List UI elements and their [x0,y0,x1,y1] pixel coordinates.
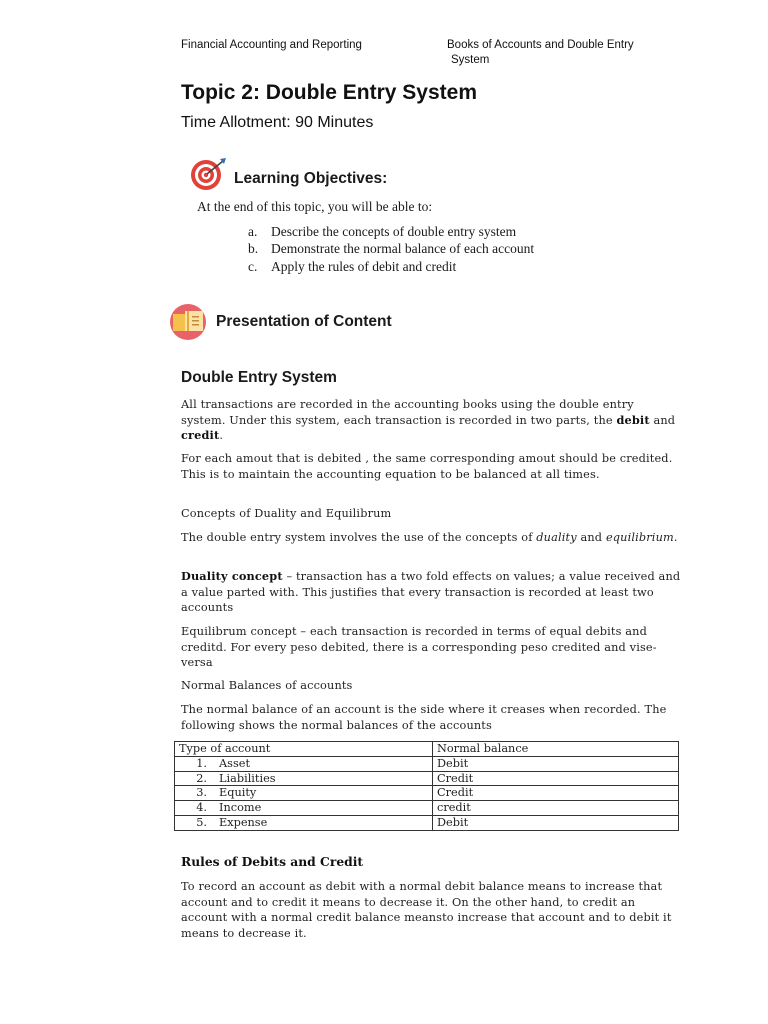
account-type: Equity [219,786,257,800]
table-cell: Debit [433,756,679,771]
paragraph-normal-balances-heading: Normal Balances of accounts [181,679,353,692]
row-number: 1. [196,756,207,770]
paragraph-concepts [181,530,681,546]
row-number: 4. [196,801,207,815]
table-cell [175,815,433,830]
table-cell: Credit [433,771,679,786]
table-cell: credit [433,801,679,816]
table-cell [175,771,433,786]
list-marker: c. [248,258,258,274]
running-header-left: Financial Accounting and Reporting [181,39,362,51]
list-item [248,240,534,257]
table-row [175,786,679,801]
paragraph-debit-credit: For each amout that is debited , the same corresponding amout should be credited. This is to maintain the accounting equation to be balanced at all times. [181,452,673,481]
paragraph-text: and [576,531,606,544]
target-icon [186,157,228,191]
paragraph-equilibrum: Equilibrum concept – each transaction is recorded in terms of equal debits and creditd. For every peso debited, there is a corresponding peso credited and vise-versa [181,625,657,669]
running-header-right-line1: Books of Accounts and Double Entry [447,39,634,51]
folder-icon [165,303,211,341]
list-marker: a. [248,224,258,239]
account-type: Expense [219,815,268,829]
table-header-cell: Type of account [175,742,433,757]
running-header-right-line2: System [451,54,490,66]
running-header-right [447,38,677,68]
account-type: Asset [219,756,250,770]
paragraph-intro [181,397,681,444]
row-number: 2. [196,771,207,785]
list-item [248,258,534,275]
term-equilibrium: equilibrium [605,531,674,544]
page-title: Topic 2: Double Entry System [181,81,477,104]
term-duality-concept: Duality concept [181,569,283,583]
table-cell [175,801,433,816]
list-item-text: Apply the rules of debit and credit [271,258,457,274]
paragraph-normal-balance: The normal balance of an account is the side where it creases when recorded. The following shows the normal balances of the accounts [181,703,667,732]
paragraph-text: The double entry system involves the use of the concepts of [181,531,537,544]
table-row [175,801,679,816]
term-duality: duality [536,531,577,544]
list-item [248,223,534,240]
list-item-text: Describe the concepts of double entry system [271,224,517,239]
paragraph-text: . [219,429,224,442]
paragraph-rules: To record an account as debit with a normal debit balance means to increase that account and to credit it means to decrease it. On the other hand, to credit an account with a normal credit balance meansto increase that account and to debit it means to decrease it. [181,880,672,940]
paragraph-text: All transactions are recorded in the accounting books using the double entry system. Under this system, each transaction is recorded in two parts, the [181,398,634,427]
table-cell: Debit [433,815,679,830]
account-type: Liabilities [219,771,276,785]
rules-heading: Rules of Debits and Credit [181,854,364,869]
row-number: 5. [196,815,207,829]
table-row [175,756,679,771]
table-row [175,771,679,786]
paragraph-concepts-heading: Concepts of Duality and Equilibrum [181,507,392,520]
account-type: Income [219,801,262,815]
paragraph-duality [181,569,681,616]
paragraph-text: – transaction has a two fold effects on values; a value received and a value parted with. This justifies that every transaction is recorded at least two accounts [181,570,681,614]
table-cell [175,786,433,801]
paragraph-text: . [673,531,678,544]
term-debit: debit [616,412,650,427]
learning-objectives-heading: Learning Objectives: [234,170,388,187]
learning-objectives-intro: At the end of this topic, you will be able to: [197,199,433,214]
list-item-text: Demonstrate the normal balance of each account [271,241,535,257]
table-row [175,815,679,830]
learning-objectives-list [248,223,534,275]
table-cell: Credit [433,786,679,801]
table-cell [175,756,433,771]
table-header-row [175,742,679,757]
paragraph-text: and [649,413,676,427]
section-heading: Double Entry System [181,369,337,386]
table-header-cell: Normal balance [433,742,679,757]
term-credit: credit [181,428,220,442]
time-allotment: Time Allotment: 90 Minutes [181,114,374,131]
row-number: 3. [196,786,207,800]
normal-balance-table [174,741,679,831]
presentation-heading: Presentation of Content [216,313,392,330]
list-marker: b. [248,241,259,257]
